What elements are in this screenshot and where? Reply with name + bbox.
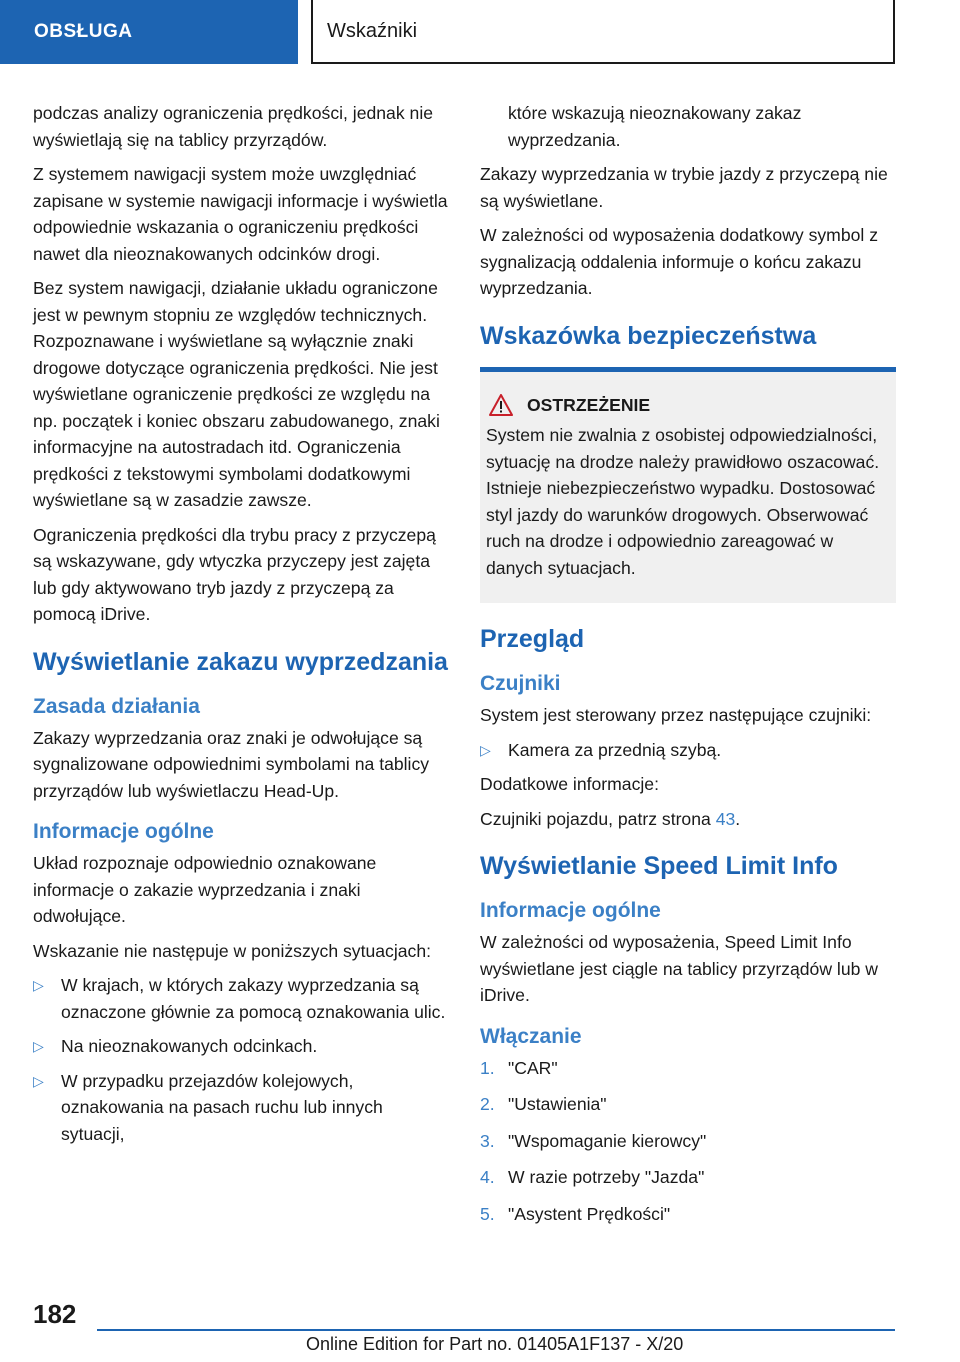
heading-speed-limit: Wyświetlanie Speed Limit Info <box>480 852 838 880</box>
paragraph: Bez system nawigacji, działanie układu ograniczone jest w pewnym stopniu ze względów technicznych. Rozpoznawane i wyświetlane są wyłącznie znaki drogowe dotyczące ograniczenia prędkości. Nie jest wyświetlane ograniczenie prędkości ze względu na np. początek i koniec obszaru zabudowanego, znaki informacyjne na autostradach itd. Ograniczenia prędkości z tekstowymi symbolami dodatkowymi wyświetlane są w zasadzie zawsze. <box>33 278 440 510</box>
footer-divider <box>97 1329 895 1331</box>
warning-text: System nie zwalnia z osobistej odpowiedzialności, sytuację na drodze należy prawidłowo oszacować. Istnieje niebezpieczeństwo wypadku. Dostosować styl jazdy do warunków drogowych. Obserwować ruch na drodze i odpowiednio zareagować w danych sytuacjach. <box>486 425 880 578</box>
heading-sensors: Czujniki <box>480 672 561 695</box>
heading-general: Informacje ogólne <box>480 899 661 922</box>
warning-triangle-icon <box>489 394 513 416</box>
warning-title: OSTRZEŻENIE <box>527 394 651 415</box>
list-item <box>33 1033 449 1060</box>
step-number: 4. <box>480 1167 495 1187</box>
paragraph: Ograniczenia prędkości dla trybu pracy z przyczepą są wskazywane, gdy wtyczka przyczepy jest zajęta lub gdy aktywowano tryb jazdy z przyczepą za pomocą iDrive. <box>33 524 436 624</box>
paragraph: Zakazy wyprzedzania w trybie jazdy z przyczepą nie są wyświetlane. <box>480 164 888 211</box>
warning-header <box>486 392 882 419</box>
paragraph: Dodatkowe informacje: <box>480 774 659 794</box>
list-item-text: W przypadku przejazdów kolejowych, oznakowania na pasach ruchu lub innych sytuacji, <box>61 1070 383 1144</box>
paragraph: Zakazy wyprzedzania oraz znaki je odwołujące są sygnalizowane odpowiednimi symbolami na tablicy przyrządów lub wyświetlaczu Head-Up. <box>33 727 430 801</box>
paragraph: Układ rozpoznaje odpowiednio oznakowane informacje o zakazie wyprzedzania i znaki odwołujące. <box>33 853 377 926</box>
page-link[interactable]: 43 <box>715 808 736 829</box>
paragraph: Z systemem nawigacji system może uwzględniać zapisane w systemie nawigacji informacje i wyświetla odpowiednie wskazania o ograniczeniu prędkości nawet dla nieoznakowanych odcinków drogi. <box>33 164 448 264</box>
paragraph: W zależności od wyposażenia dodatkowy symbol z sygnalizacją oddalenia informuje o końcu zakazu wyprzedzania. <box>480 225 878 298</box>
step-number: 2. <box>480 1094 495 1114</box>
paragraph: System jest sterowany przez następujące czujniki: <box>480 705 872 725</box>
step-item <box>480 1201 896 1228</box>
triangle-right-icon: ▷ <box>33 1038 44 1054</box>
list-item <box>480 737 896 764</box>
section-title: OBSŁUGA <box>34 21 133 42</box>
step-item <box>480 1164 896 1191</box>
list-item <box>33 972 449 1025</box>
step-text: W razie potrzeby "Jazda" <box>508 1167 705 1187</box>
triangle-right-icon: ▷ <box>33 977 44 993</box>
step-number: 5. <box>480 1203 495 1224</box>
right-column <box>480 100 896 1237</box>
step-text: "Asystent Prędkości" <box>508 1203 671 1224</box>
chapter-tab <box>311 0 895 64</box>
step-item <box>480 1128 896 1155</box>
list-item-continuation <box>480 100 896 153</box>
heading-general: Informacje ogólne <box>33 820 214 843</box>
page-number: 182 <box>33 1299 77 1329</box>
list-item-text: W krajach, w których zakazy wyprzedzania są oznaczone głównie za pomocą oznakowania ulic. <box>61 975 446 1022</box>
list-item <box>33 1068 449 1148</box>
step-number: 1. <box>480 1057 495 1078</box>
heading-safety: Wskazówka bezpieczeństwa <box>480 321 817 350</box>
step-text: "CAR" <box>508 1057 558 1078</box>
chapter-title: Wskaźniki <box>327 19 418 42</box>
heading-enable: Włączanie <box>480 1024 582 1048</box>
paragraph-crossref: Czujniki pojazdu, patrz strona 43. <box>480 808 741 829</box>
step-number: 3. <box>480 1130 495 1151</box>
paragraph: Wskazanie nie następuje w poniższych sytuacjach: <box>33 940 432 961</box>
step-text: "Ustawienia" <box>508 1094 607 1114</box>
step-item <box>480 1055 896 1082</box>
heading-overtake: Wyświetlanie zakazu wyprzedzania <box>33 647 448 676</box>
heading-principle: Zasada działania <box>33 694 200 718</box>
step-item <box>480 1091 896 1118</box>
step-text: "Wspomaganie kierowcy" <box>508 1130 707 1151</box>
heading-overview: Przegląd <box>480 625 585 653</box>
list-item-text: Kamera za przednią szybą. <box>508 739 722 760</box>
paragraph: W zależności od wyposażenia, Speed Limit Info wyświetlane jest ciągle na tablicy przyrządów lub w iDrive. <box>480 932 878 1005</box>
list-item-text: które wskazują nieoznakowany zakaz wyprzedzania. <box>508 103 802 150</box>
list-item-text: Na nieoznakowanych odcinkach. <box>61 1036 318 1056</box>
left-column <box>33 100 449 1155</box>
paragraph: podczas analizy ograniczenia prędkości, jednak nie wyświetlają się na tablicy przyrządów. <box>33 103 434 150</box>
edition-note: Online Edition for Part no. 01405A1F137 - X/20 <box>306 1334 684 1354</box>
section-tab <box>0 0 298 64</box>
triangle-right-icon: ▷ <box>33 1072 44 1089</box>
warning-box <box>480 367 896 604</box>
triangle-right-icon: ▷ <box>480 741 491 758</box>
